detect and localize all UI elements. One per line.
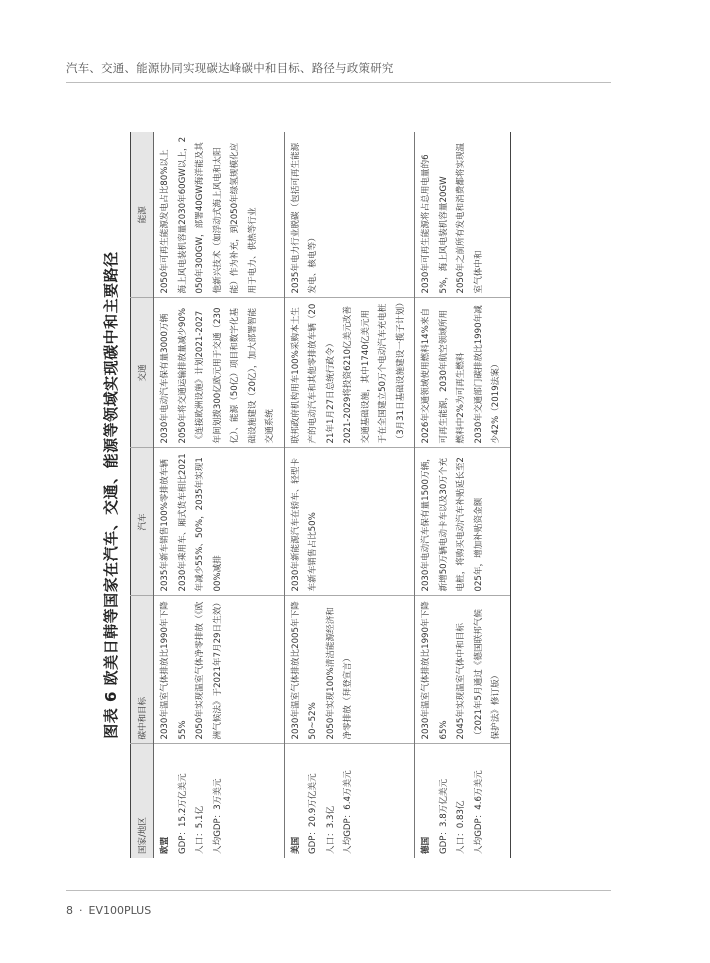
cell-text: 2045年实现温室气体中和目标 bbox=[456, 623, 466, 740]
cell-energy bbox=[154, 132, 285, 298]
cell-text: 2050年实现100%清洁能源经济和净零排放（拜登宣言） bbox=[325, 607, 353, 740]
figure-title: 图表 6 欧美日韩等国家在汽车、交通、能源等领域实现碳中和主要路径 bbox=[102, 251, 120, 739]
country-name: 欧盟 bbox=[160, 836, 170, 854]
cell-text: 《连接欧洲设施》计划2021-2027年间划拨300亿欧元用于交通（230亿）、能源（50亿）项目和数字化基础设施建设（20亿），加大部署智能交通系统 bbox=[195, 307, 275, 444]
header-auto: 汽车 bbox=[131, 448, 154, 596]
cell-text: 2030年温室气体排放比2005年下降50~52% bbox=[290, 601, 318, 740]
cell-text: 海上风电装机容量2030年60GW以上，2050年300GW，部署40GW海洋能及其他新兴技术（如浮动式海上风电和太阳能）作为补充，到2050年绿氢规模化应用于电力、供热等行业 bbox=[177, 136, 258, 294]
cell-text: 人均GDP：4.6万美元 bbox=[473, 770, 484, 854]
cell-text: 2035年新车销售100%零排放车辆 bbox=[160, 459, 170, 592]
cell-text: 2030年新能源汽车在轿车、轻型卡车新车销售占比50% bbox=[290, 457, 318, 592]
footer-brand: EV100PLUS bbox=[88, 904, 152, 917]
header-energy: 能源 bbox=[131, 132, 154, 298]
cell-text: 2026年交通领域使用燃料14%来自可再生能源，2030年航空领域所用燃料中2%为可再生燃料 bbox=[421, 307, 466, 444]
cell-text: 人均GDP：3万美元 bbox=[212, 778, 223, 854]
running-header-title: 汽车、交通、能源协同实现碳达峰碳中和目标、路径与政策研究 bbox=[66, 61, 394, 75]
cell-text: 2030年电动汽车保有量1500万辆，新增50万辆电动卡车以及30万个充电桩，将购买电动汽车补贴延长至2025年，增加补贴资金额 bbox=[421, 453, 484, 592]
cell-auto bbox=[284, 448, 415, 596]
policy-table bbox=[130, 132, 511, 858]
cell-region bbox=[415, 744, 511, 858]
table-header-row bbox=[131, 132, 154, 858]
cell-goal bbox=[154, 596, 285, 744]
cell-text: 2030年乘用车、厢式货车相比2021年减少55%、50%，2035年实现100%减排 bbox=[177, 453, 223, 592]
country-name: 美国 bbox=[290, 836, 301, 854]
cell-auto bbox=[154, 448, 285, 596]
cell-text: 人口：3.3亿 bbox=[325, 805, 336, 854]
cell-auto bbox=[415, 448, 511, 596]
cell-text: GDP：3.8万亿美元 bbox=[438, 778, 449, 854]
cell-text: 2050年可再生能源发电占比80%以上 bbox=[160, 149, 170, 294]
cell-text: 2030年可再生能源将占总用电量的65%，海上风电装机容量20GW bbox=[421, 154, 449, 294]
cell-text: 人口：0.83亿 bbox=[456, 800, 466, 854]
cell-text: 2030年温室气体排放比1990年下降55% bbox=[160, 601, 188, 740]
cell-text: 2030年电动汽车保有量3000万辆 bbox=[160, 313, 170, 444]
page-number: 8 bbox=[66, 904, 73, 917]
footer-rule bbox=[66, 890, 611, 891]
table-row bbox=[284, 132, 415, 858]
header-transport: 交通 bbox=[131, 298, 154, 448]
table-row bbox=[415, 132, 511, 858]
header-goal: 碳中和目标 bbox=[131, 596, 154, 744]
cell-text: 2050年将交通运输排放量减少90% bbox=[177, 307, 188, 444]
cell-region bbox=[284, 744, 415, 858]
country-name: 德国 bbox=[421, 836, 431, 854]
cell-text: 2050年之前所有发电和消费都将实现温室气体中和 bbox=[456, 142, 484, 294]
cell-text: GDP：15.2万亿美元 bbox=[177, 773, 188, 854]
cell-transport bbox=[284, 298, 415, 448]
cell-text: 人口：5.1亿 bbox=[195, 805, 205, 854]
cell-goal bbox=[284, 596, 415, 744]
header-region: 国家/地区 bbox=[131, 744, 154, 858]
cell-transport bbox=[415, 298, 511, 448]
cell-energy bbox=[284, 132, 415, 298]
cell-text: 联邦政府机构用车100%采购本土生产的电动汽车和其他零排放车辆（2021年1月27日总统行政令） bbox=[290, 303, 336, 444]
table-row bbox=[154, 132, 285, 858]
cell-text: GDP：20.9万亿美元 bbox=[308, 773, 318, 854]
cell-text: 2021-2029将投资6210亿美元改善交通基础设施，其中1740亿美元用于在全国建立50万个电动汽车充电桩（3月31日基础设施建设一揽子计划） bbox=[343, 298, 406, 444]
footer bbox=[66, 904, 151, 917]
cell-text: 2035年电力行业脱碳（包括可再生能源发电、核电等） bbox=[290, 142, 318, 294]
cell-energy bbox=[415, 132, 511, 298]
footer-separator: · bbox=[79, 904, 83, 917]
rotated-figure bbox=[96, 132, 516, 858]
cell-text: 2050年实现温室气体净零排放（《欧洲气候法》于2021年7月29日生效） bbox=[195, 598, 223, 740]
header-rule bbox=[66, 82, 611, 83]
cell-region bbox=[154, 744, 285, 858]
cell-text: 2030年交通部门碳排放比1990年减少42%（2019法案） bbox=[473, 305, 501, 444]
cell-text: 2030年温室气体排放比1990年下降65% bbox=[421, 601, 449, 740]
cell-goal bbox=[415, 596, 511, 744]
cell-text: （2021年5月通过《德国联邦气候保护法》修订版） bbox=[473, 609, 501, 740]
cell-text: 人均GDP：6.4万美元 bbox=[343, 770, 353, 854]
cell-transport bbox=[154, 298, 285, 448]
